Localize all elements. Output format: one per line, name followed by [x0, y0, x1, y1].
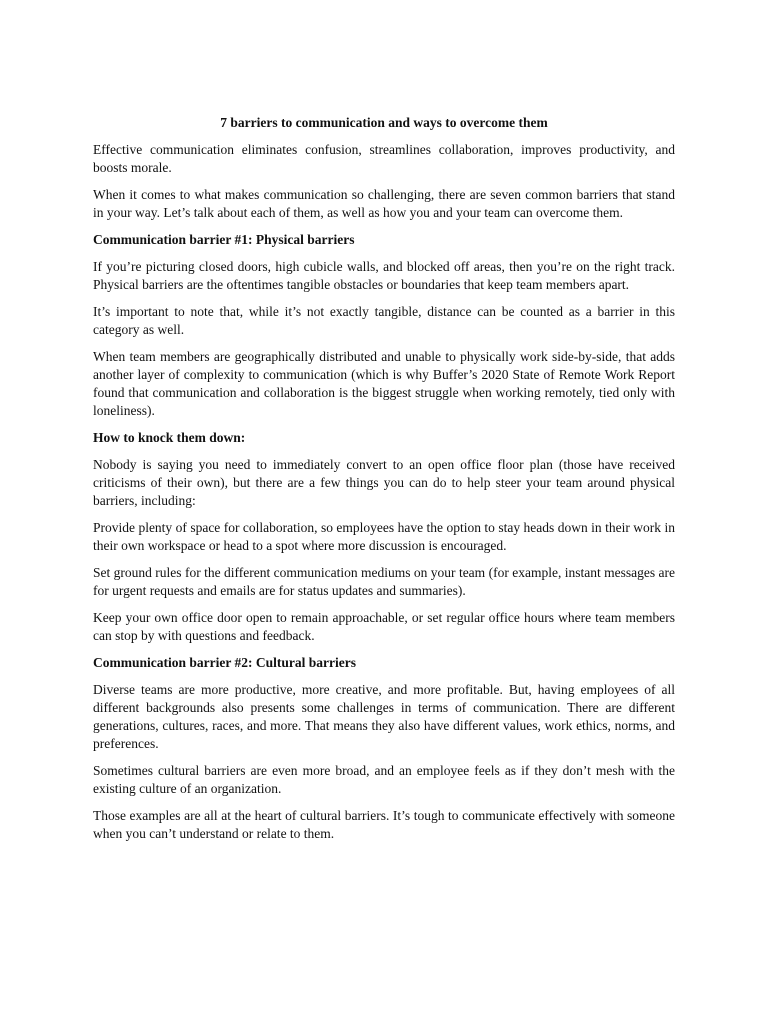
paragraph: Sometimes cultural barriers are even more broad, and an employee feels as if they don’t mesh with the existing culture of an organization. — [93, 763, 675, 796]
paragraph: If you’re picturing closed doors, high cubicle walls, and blocked off areas, then you’re on the right track. Physical barriers are the oftentimes tangible obstacles or boundaries that keep team members apart. — [93, 259, 675, 292]
section-heading: Communication barrier #1: Physical barriers — [93, 232, 355, 247]
paragraph: When team members are geographically distributed and unable to physically work side-by-side, that adds another layer of complexity to communication (which is why Buffer’s 2020 State of Remote Work Report found that communication and collaboration is the biggest struggle when working remotely, tied only with loneliness). — [93, 349, 675, 418]
paragraph: Provide plenty of space for collaboration, so employees have the option to stay heads down in their work in their own workspace or head to a spot where more discussion is encouraged. — [93, 520, 675, 553]
paragraph: Set ground rules for the different communication mediums on your team (for example, instant messages are for urgent requests and emails are for status updates and summaries). — [93, 565, 675, 598]
paragraph: Nobody is saying you need to immediately convert to an open office floor plan (those have received criticisms of their own), but there are a few things you can do to help steer your team around physical barriers, including: — [93, 457, 675, 508]
paragraph: Keep your own office door open to remain approachable, or set regular office hours where team members can stop by with questions and feedback. — [93, 610, 675, 643]
section-heading: How to knock them down: — [93, 430, 246, 445]
paragraph: Diverse teams are more productive, more creative, and more profitable. But, having employees of all different backgrounds also presents some challenges in terms of communication. There are different generations, cultures, races, and more. That means they also have different values, work ethics, norms, and preferences. — [93, 682, 675, 751]
document-page — [93, 114, 675, 852]
paragraph: It’s important to note that, while it’s not exactly tangible, distance can be counted as a barrier in this category as well. — [93, 304, 675, 337]
document-title: 7 barriers to communication and ways to overcome them — [220, 115, 548, 130]
paragraph: When it comes to what makes communication so challenging, there are seven common barriers that stand in your way. Let’s talk about each of them, as well as how you and your team can overcome them. — [93, 187, 675, 220]
section-heading: Communication barrier #2: Cultural barriers — [93, 655, 356, 670]
paragraph: Those examples are all at the heart of cultural barriers. It’s tough to communicate effectively with someone when you can’t understand or relate to them. — [93, 808, 675, 841]
paragraph: Effective communication eliminates confusion, streamlines collaboration, improves productivity, and boosts morale. — [93, 142, 675, 175]
